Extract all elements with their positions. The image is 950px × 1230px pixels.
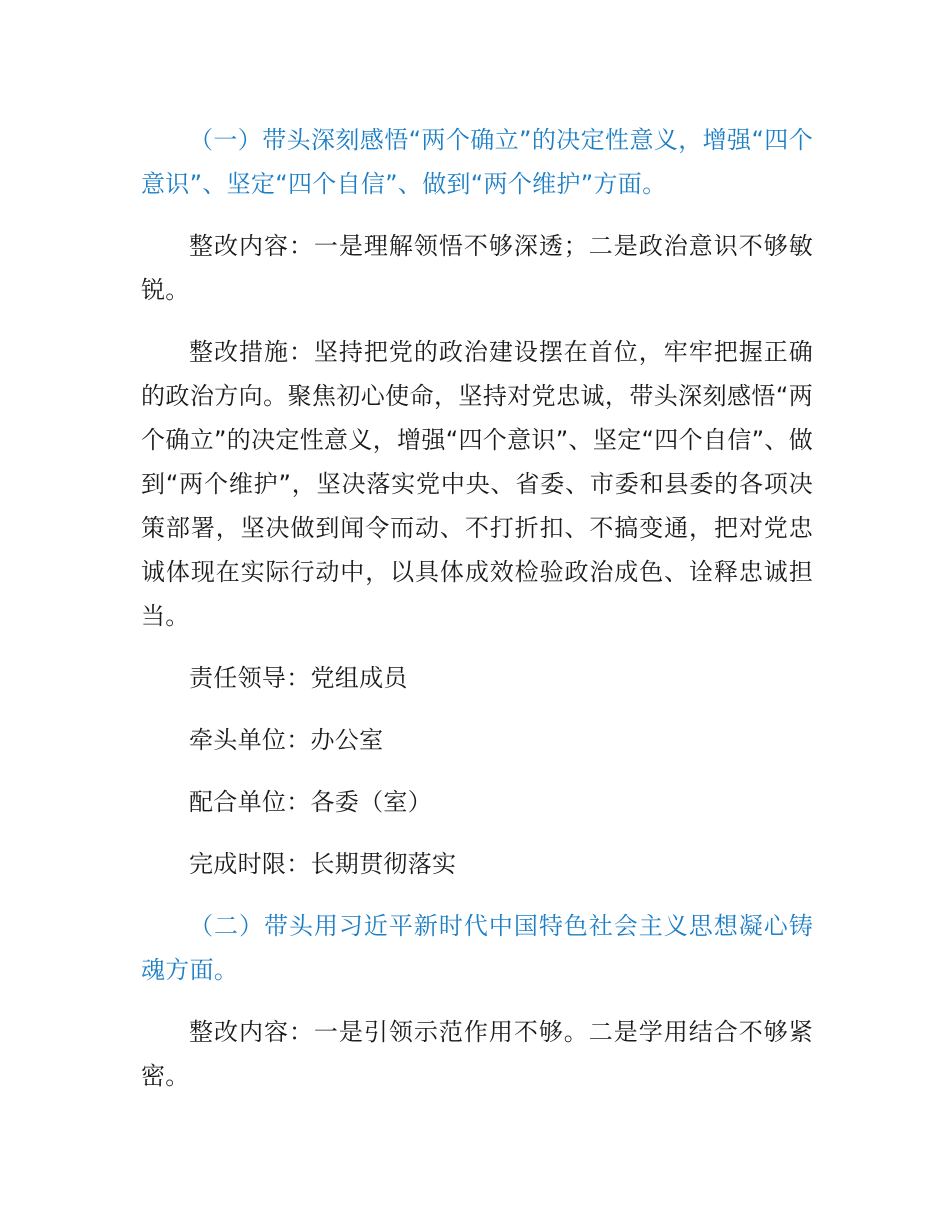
section-2-heading: （二）带头用习近平新时代中国特色社会主义思想凝心铸魂方面。 — [141, 912, 813, 984]
document-body — [141, 118, 813, 1098]
section-1-lead-unit: 牵头单位：办公室 — [189, 726, 384, 754]
section-1-coop-unit: 配合单位：各委（室） — [189, 788, 432, 816]
section-1-content: 整改内容：一是理解领悟不够深透；二是政治意识不够敏锐。 — [141, 232, 813, 304]
section-1-measures: 整改措施：坚持把党的政治建设摆在首位，牢牢把握正确的政治方向。聚焦初心使命，坚持对党忠诚，带头深刻感悟“两个确立”的决定性意义，增强“四个意识”、坚定“四个自信”、做到“两个维护”，坚决落实党中央、省委、市委和县委的各项决策部署，坚决做到闻令而动、不打折扣、不搞变通，把对党忠诚体现在实际行动中，以具体成效检验政治成色、诠释忠诚担当。 — [141, 338, 813, 630]
section-1-leader: 责任领导：党组成员 — [189, 664, 408, 692]
section-1-heading: （一）带头深刻感悟“两个确立”的决定性意义，增强“四个意识”、坚定“四个自信”、做到“两个维护”方面。 — [141, 126, 813, 198]
section-2-content: 整改内容：一是引领示范作用不够。二是学用结合不够紧密。 — [141, 1018, 813, 1090]
section-1-deadline: 完成时限：长期贯彻落实 — [189, 850, 457, 878]
